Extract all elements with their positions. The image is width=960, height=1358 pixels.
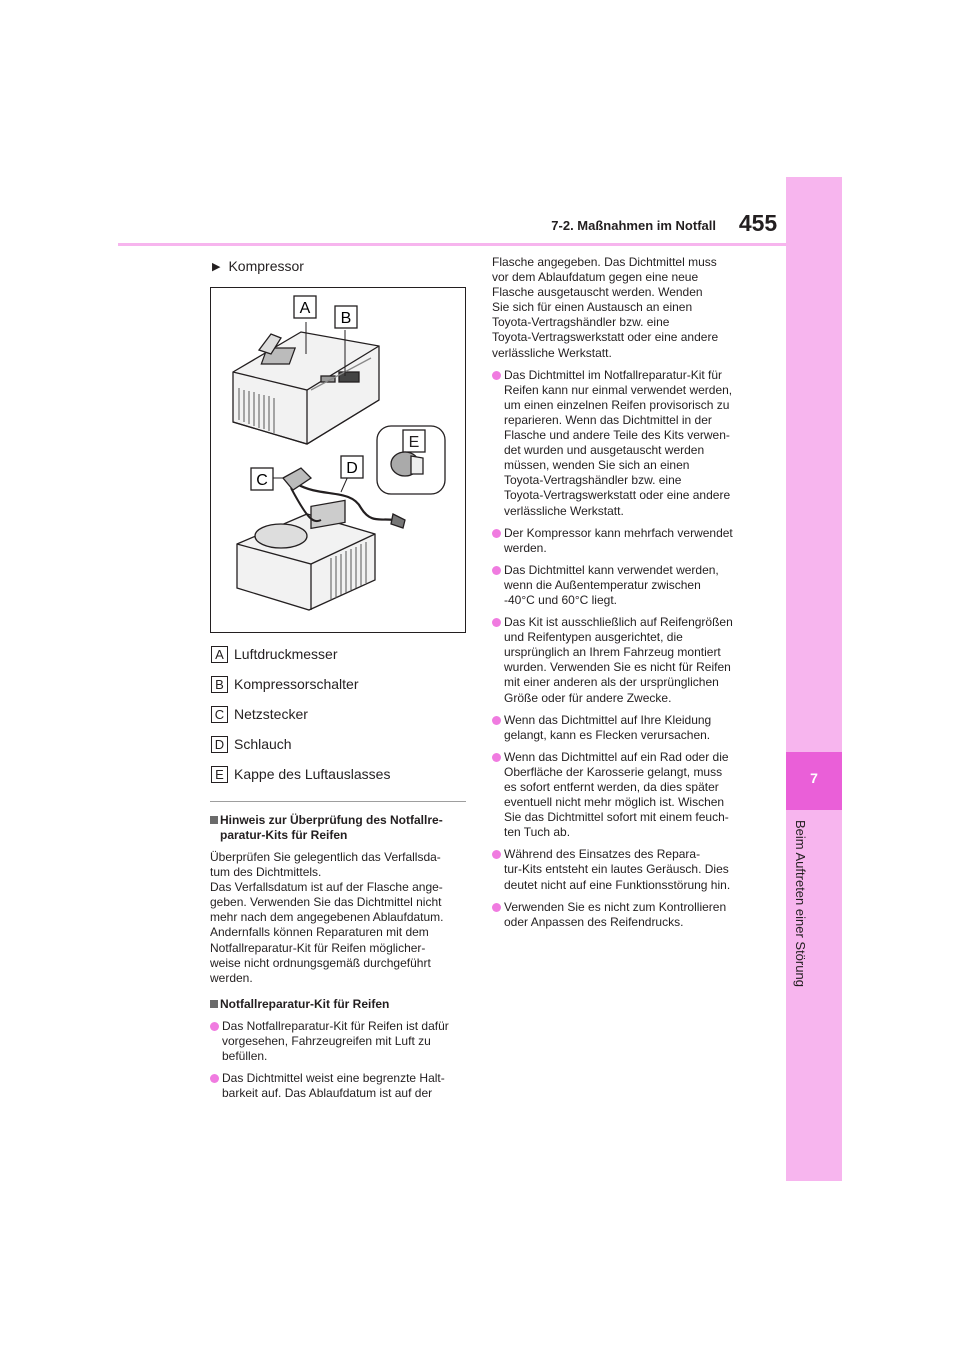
round-bullet-icon (492, 371, 501, 380)
bullet-line: Das Dichtmittel im Notfallreparatur-Kit für (504, 367, 723, 382)
bullet-line: det wurden und ausgetauscht werden (504, 443, 705, 458)
legend-label: Kompressorschalter (234, 676, 359, 692)
note-paragraph: Überprüfen Sie gelegentlich das Verfallsda- tum des Dichtmittels. Das Verfallsdatum ist auf der Flasche ange- geben. Verwenden Sie das Dichtmittel nicht mehr nach dem angegebenen Ablaufdatum. Andernfalls können Reparaturen mit dem Notfallreparatur-Kit für Reifen möglicher- weise nicht ordnungsgemäß durchgeführt werden. (210, 850, 444, 985)
bullet-line: verlässliche Werkstatt. (504, 503, 624, 518)
triangle-bullet-icon: ▶ (212, 260, 221, 273)
svg-text:D: D (346, 460, 358, 477)
bullet-line: Flasche und andere Teile des Kits verwen- (504, 428, 730, 443)
bullet-item (492, 713, 758, 743)
figure-legend (210, 639, 468, 789)
bullet-item: Das Dichtmittel weist eine begrenzte Halt- barkeit auf. Das Ablaufdatum ist auf der (210, 1071, 468, 1101)
callout-d (341, 456, 363, 478)
callout-a (294, 296, 316, 318)
round-bullet-icon (492, 618, 501, 627)
bullet-line: reparieren. Wenn das Dichtmittel in der (504, 412, 712, 427)
legend-item-b (210, 669, 468, 699)
legend-label: Schlauch (234, 736, 292, 752)
bullet-item (492, 368, 758, 519)
bullet-line: Das Dichtmittel kann verwendet werden, (504, 562, 719, 577)
bullet-item (492, 900, 758, 930)
compressor-figure (210, 287, 466, 633)
legend-label: Luftdruckmesser (234, 646, 338, 662)
bullet-line: Verwenden Sie es nicht zum Kontrollieren (504, 899, 727, 914)
bullet-line: Das Kit ist ausschließlich auf Reifengrößen (504, 615, 733, 630)
round-bullet-icon (492, 529, 501, 538)
legend-label: Netzstecker (234, 706, 308, 722)
bullet-line: ten Tuch ab. (504, 825, 571, 840)
legend-item-d (210, 729, 468, 759)
legend-badge: D (211, 736, 228, 753)
bullet-line: deutet nicht auf eine Funktionsstörung hin. (504, 877, 731, 892)
bullet-line: werden. (504, 540, 547, 555)
callout-c (251, 468, 273, 490)
callout-e (403, 430, 425, 452)
bullet-line: Oberfläche der Karosserie gelangt, muss (504, 764, 723, 779)
bullet-line: gelangt, kann es Flecken verursachen. (504, 727, 711, 742)
bullet-item (492, 847, 758, 892)
chapter-side-tab (786, 177, 842, 1181)
bullet-line: Reifen kann nur einmal verwendet werden, (504, 382, 733, 397)
round-bullet-icon (492, 753, 501, 762)
bullet-line: müssen, wenden Sie sich an einen (504, 458, 690, 473)
legend-badge: A (211, 646, 228, 663)
svg-text:B: B (340, 310, 352, 327)
bullet-line: Toyota-Vertragshändler bzw. eine (504, 473, 682, 488)
round-bullet-icon (492, 566, 501, 575)
note-heading-check: Hinweis zur Überprüfung des Notfallre- paratur-Kits für Reifen (210, 813, 468, 843)
page-number: 455 (738, 210, 778, 236)
bullet-item (492, 526, 758, 556)
legend-badge: B (211, 676, 228, 693)
legend-item-e (210, 759, 468, 789)
bullet-item (492, 615, 758, 706)
chapter-number: 7 (810, 770, 818, 786)
svg-text:C: C (256, 472, 268, 489)
outlet-cap-detail (377, 426, 445, 494)
bullet-line: eventuell nicht mehr möglich ist. Wischen (504, 795, 725, 810)
bullet-line: oder Anpassen des Reifendrucks. (504, 914, 684, 929)
legend-item-a (210, 639, 468, 669)
round-bullet-icon (492, 903, 501, 912)
bullet-line: wurden. Verwenden Sie es nicht für Reifen (504, 660, 731, 675)
bullet-line: Während des Einsatzes des Repara- (504, 847, 701, 862)
square-bullet-icon (210, 1000, 218, 1008)
round-bullet-icon (210, 1022, 219, 1031)
square-bullet-icon (210, 816, 218, 824)
bullet-line: um einen einzelnen Reifen provisorisch zu (504, 397, 730, 412)
round-bullet-icon (492, 850, 501, 859)
compressor-illustration (211, 288, 465, 632)
bullet-line: Der Kompressor kann mehrfach verwendet (504, 525, 733, 540)
bullet-line: ursprünglich an Ihrem Fahrzeug montiert (504, 645, 721, 660)
bullet-item (492, 563, 758, 608)
bullet-line: es sofort entfernt werden, da dies später (504, 780, 719, 794)
figure-heading-text: Kompressor (228, 258, 304, 274)
bullet-line: Wenn das Dichtmittel auf Ihre Kleidung (504, 712, 712, 727)
bullet-line: tur-Kits entsteht ein lautes Geräusch. Dies (504, 862, 729, 877)
round-bullet-icon (210, 1074, 219, 1083)
legend-divider (210, 801, 466, 802)
header-rule (118, 243, 786, 246)
bullet-line: Toyota-Vertragswerkstatt oder eine andere (504, 488, 731, 503)
callout-b (335, 306, 357, 328)
continued-paragraph: Flasche angegeben. Das Dichtmittel muss vor dem Ablaufdatum gegen eine neue Flasche ausgetauscht werden. Wenden Sie sich für einen Austausch an einen Toyota-Vertragshändler bzw. eine Toyota-Vertragswerkstatt oder eine andere verlässliche Werkstatt. (492, 255, 719, 360)
bullet-line: Größe oder für andere Zwecke. (504, 690, 672, 705)
bullet-line: mit einer anderen als der ursprünglichen (504, 675, 719, 690)
legend-badge: E (211, 766, 228, 783)
legend-item-c (210, 699, 468, 729)
right-column (492, 255, 758, 930)
bullet-line: Sie das Dichtmittel sofort mit einem feuch- (504, 810, 729, 825)
bullet-line: wenn die Außentemperatur zwischen (504, 577, 701, 592)
bullet-item (492, 750, 758, 841)
bullet-line: -40°C und 60°C liegt. (504, 592, 617, 607)
left-column (210, 255, 468, 1101)
figure-heading (210, 255, 468, 277)
note-heading-kit: Notfallreparatur-Kit für Reifen (210, 997, 468, 1012)
section-title: 7-2. Maßnahmen im Notfall (551, 218, 716, 233)
svg-text:A: A (299, 300, 311, 317)
legend-badge: C (211, 706, 228, 723)
bullet-line: und Reifentypen ausgerichtet, die (504, 630, 683, 645)
svg-text:E: E (408, 434, 420, 451)
legend-label: Kappe des Luftauslasses (234, 766, 391, 782)
bullet-item: Das Notfallreparatur-Kit für Reifen ist dafür vorgesehen, Fahrzeugreifen mit Luft zu befüllen. (210, 1019, 468, 1064)
round-bullet-icon (492, 716, 501, 725)
bullet-line: Wenn das Dichtmittel auf ein Rad oder die (504, 749, 729, 764)
chapter-title: Beim Auftreten einer Störung (793, 820, 808, 987)
